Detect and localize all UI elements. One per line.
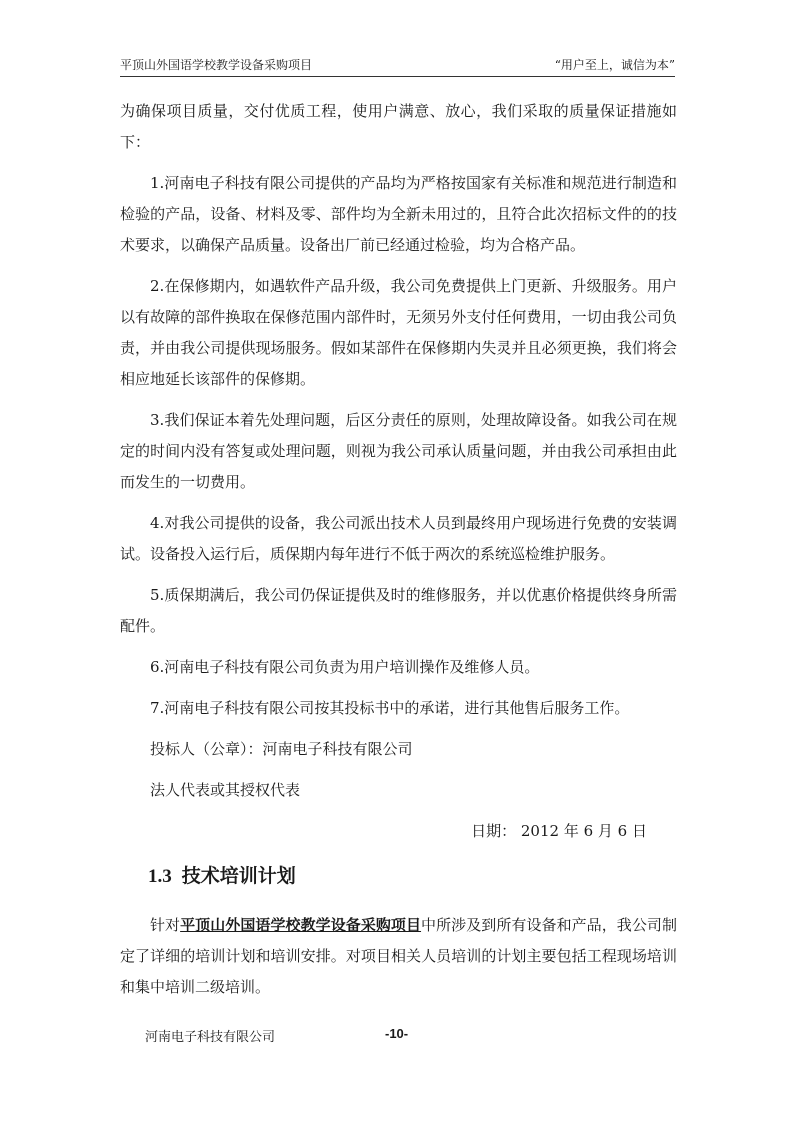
bidder-line: 投标人（公章）：河南电子科技有限公司	[150, 740, 413, 758]
page-header	[120, 54, 675, 77]
training-suffix: 中所涉及到所有设备和产品，我公司制定了详细的培训计划和培训安排。对项目相关人员培训的计划主要包括工程现场培训和集中培训二级培训。	[120, 916, 677, 996]
section-title: 技术培训计划	[181, 865, 296, 887]
page-number: -10-	[385, 1026, 409, 1041]
training-project-name: 平顶山外国语学校教学设备采购项目	[180, 916, 422, 934]
guarantee-item-6: 6.河南电子科技有限公司负责为用户培训操作及维修人员。	[150, 658, 540, 676]
date-line: 日期： 2012 年 6 月 6 日	[471, 822, 647, 840]
guarantee-item-1: 1.河南电子科技有限公司提供的产品均为严格按国家有关标准和规范进行制造和检验的产品，设备、材料及零、部件均为全新未用过的，且符合此次招标文件的的技术要求，以确保产品质量。设备出厂前已经通过检验，均为合格产品。	[120, 174, 677, 254]
header-project-title: 平顶山外国语学校教学设备采购项目	[120, 58, 313, 72]
representative-line: 法人代表或其授权代表	[150, 781, 301, 799]
section-number: 1.3	[148, 866, 172, 887]
guarantee-item-4: 4.对我公司提供的设备，我公司派出技术人员到最终用户现场进行免费的安装调试。设备投入运行后，质保期内每年进行不低于两次的系统巡检维护服务。	[120, 514, 677, 563]
training-prefix: 针对	[150, 916, 181, 934]
header-slogan: “用户至上，诚信为本”	[554, 58, 675, 72]
guarantee-item-5: 5.质保期满后，我公司仍保证提供及时的维修服务，并以优惠价格提供终身所需配件。	[120, 586, 677, 635]
intro-paragraph: 为确保项目质量，交付优质工程，使用户满意、放心，我们采取的质量保证措施如下：	[120, 102, 677, 151]
guarantee-item-7: 7.河南电子科技有限公司按其投标书中的承诺，进行其他售后服务工作。	[150, 699, 630, 717]
section-heading	[148, 861, 677, 888]
training-paragraph	[120, 910, 677, 1003]
document-body	[120, 96, 677, 1003]
guarantee-item-2: 2.在保修期内，如遇软件产品升级，我公司免费提供上门更新、升级服务。用户以有故障的部件换取在保修范围内部件时，无须另外支付任何费用，一切由我公司负责，并由我公司提供现场服务。假如某部件在保修期内失灵并且必须更换，我们将会相应地延长该部件的保修期。	[120, 277, 677, 388]
guarantee-item-3: 3.我们保证本着先处理问题，后区分责任的原则，处理故障设备。如我公司在规定的时间内没有答复或处理问题，则视为我公司承认质量问题，并由我公司承担由此而发生的一切费用。	[120, 411, 677, 491]
footer-company: 河南电子科技有限公司	[145, 1030, 276, 1045]
